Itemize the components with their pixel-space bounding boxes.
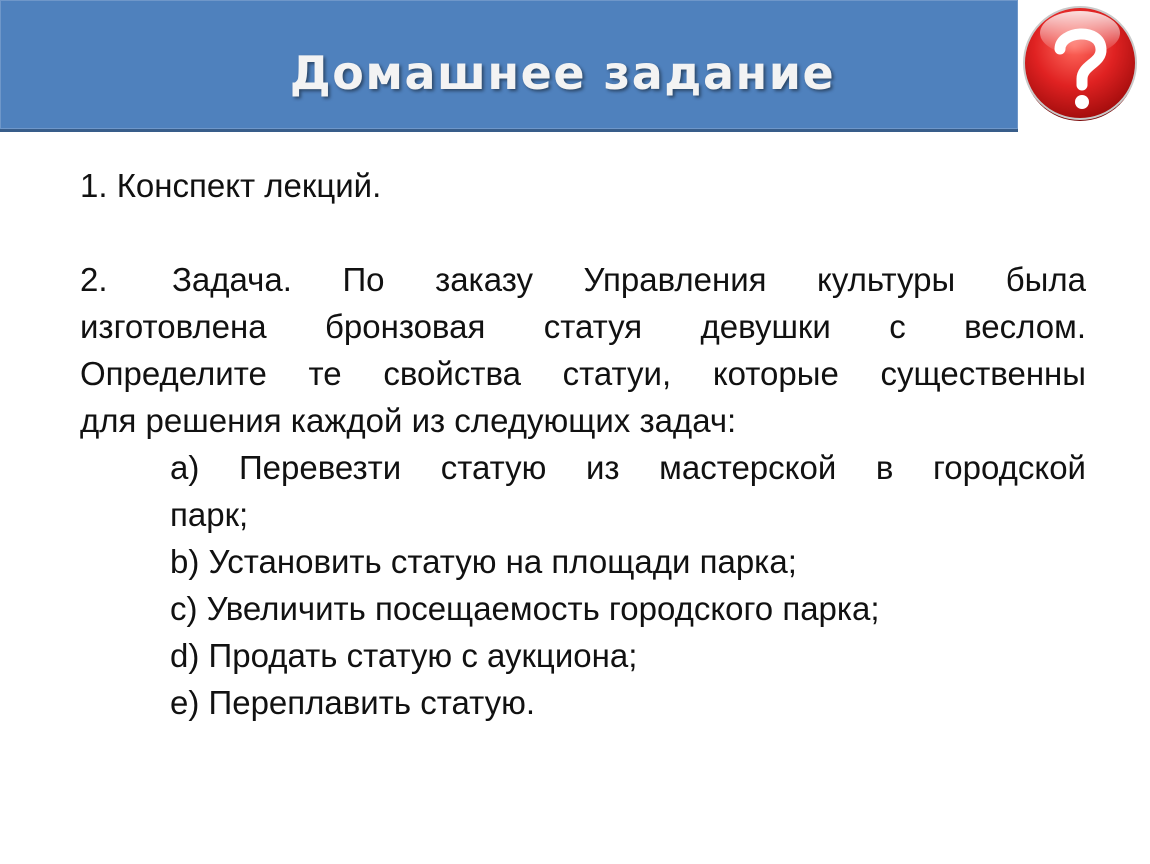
task-line-2: изготовлена бронзовая статуя девушки с веслом. [80,308,1086,345]
task-line-1 [80,256,1086,303]
task-number: 2. [80,261,108,298]
subtask-c: c) Увеличить посещаемость городского парка; [170,590,880,627]
slide-title: Домашнее задание [289,46,836,100]
task-text-1: Задача. По заказу Управления культуры была [172,261,1086,298]
task-line-3: Определите те свойства статуи, которые существенны [80,355,1086,392]
question-mark-icon [1020,3,1140,123]
subtask-a-cont: парк; [170,496,249,533]
subtask-e: e) Переплавить статую. [170,684,535,721]
subtask-a: a) Перевезти статую из мастерской в городской [170,449,1086,486]
subtask-b: b) Установить статую на площади парка; [170,543,797,580]
subtask-d: d) Продать статую с аукциона; [170,637,638,674]
homework-item-1: 1. Конспект лекций. [80,167,382,204]
homework-content [80,162,1086,726]
spacer [80,209,1086,256]
task-line-4: для решения каждой из следующих задач: [80,402,737,439]
